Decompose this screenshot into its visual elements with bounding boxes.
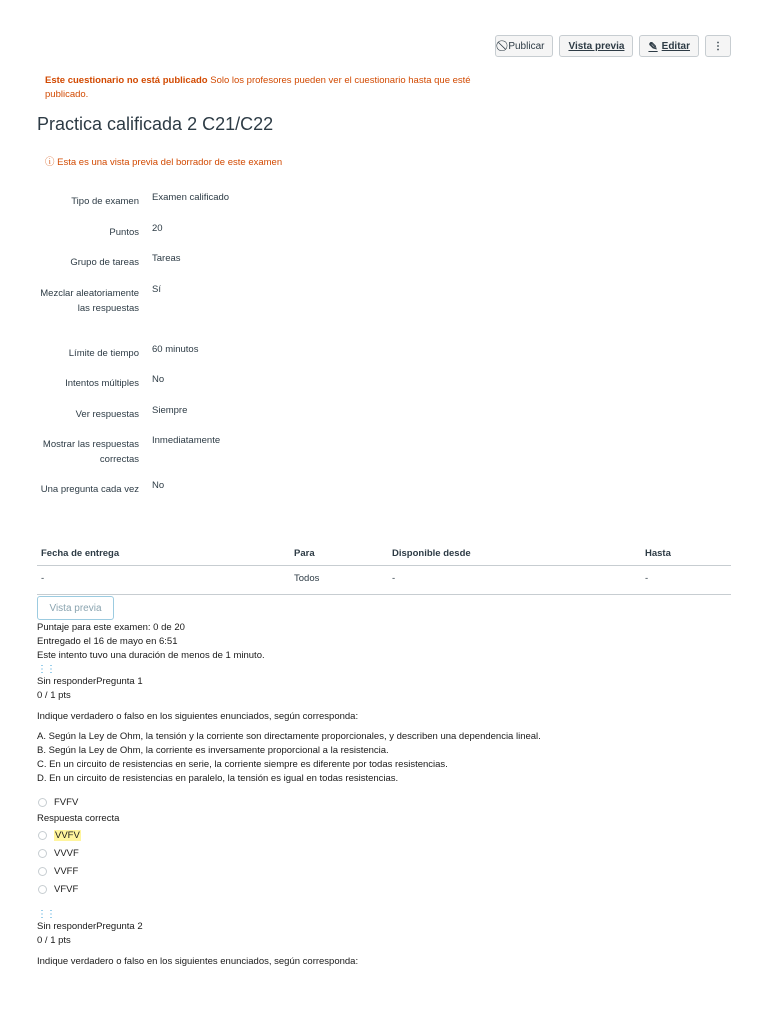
detail-label: Límite de tiempo	[68, 348, 139, 359]
drag-handle-icon[interactable]: ⋮⋮	[37, 909, 55, 920]
drag-handle-icon[interactable]: ⋮⋮	[37, 664, 55, 675]
submitted-text: Entregado el 16 de mayo en 6:51	[37, 636, 178, 647]
radio-icon	[38, 798, 47, 807]
col-for: Para	[290, 543, 388, 566]
quiz-details	[37, 194, 457, 516]
detail-row	[37, 482, 457, 516]
more-options-button[interactable]	[705, 35, 731, 57]
detail-row	[37, 194, 457, 225]
warning-icon: ⓘ	[45, 157, 55, 168]
pencil-icon: ✎	[648, 40, 658, 53]
unpublished-bold: Este cuestionario no está publicado	[45, 75, 208, 86]
detail-value: Inmediatamente	[152, 435, 221, 446]
detail-value: 20	[152, 223, 163, 234]
detail-label: Una pregunta cada vez	[40, 484, 139, 495]
publish-label: Publicar	[508, 40, 545, 52]
detail-value: 60 minutos	[152, 344, 199, 355]
radio-icon	[38, 867, 47, 876]
detail-row	[37, 255, 457, 286]
due-dates-table	[37, 543, 731, 595]
cell-for: Todos	[290, 566, 388, 595]
statement: A. Según la Ley de Ohm, la tensión y la corriente son directamente proporcionales, y describen una dependencia lineal.	[37, 731, 541, 742]
edit-label: Editar	[661, 40, 690, 52]
detail-row	[37, 346, 457, 376]
preview-label: Vista previa	[568, 40, 625, 52]
col-until: Hasta	[641, 543, 731, 566]
page-title: Practica calificada 2 C21/C22	[37, 114, 274, 134]
detail-label: Tipo de examen	[71, 196, 139, 207]
col-available-from: Disponible desde	[388, 543, 641, 566]
detail-value: Sí	[152, 284, 161, 295]
draft-text: Esta es una vista previa del borrador de este examen	[57, 157, 283, 168]
detail-label: Grupo de tareas	[70, 257, 139, 268]
detail-label: Puntos	[109, 227, 139, 238]
answer-option[interactable]	[37, 880, 541, 898]
correct-answer-label: Respuesta correcta	[37, 813, 120, 824]
detail-value: No	[152, 480, 165, 491]
detail-value: Examen calificado	[152, 192, 230, 203]
draft-notice	[45, 154, 282, 168]
detail-label: Mostrar las respuestas correctas	[42, 439, 139, 465]
question-prompt: Indique verdadero o falso en los siguientes enunciados, según corresponda:	[37, 956, 359, 967]
attempt-summary	[37, 621, 265, 663]
preview-button[interactable]	[559, 35, 633, 57]
answer-text: VVFF	[54, 865, 79, 877]
radio-icon	[38, 831, 47, 840]
col-due-date: Fecha de entrega	[37, 543, 290, 566]
unpublished-notice	[45, 74, 495, 102]
detail-value: No	[152, 374, 165, 385]
answer-option[interactable]	[37, 793, 541, 811]
statement: C. En un circuito de resistencias en serie, la corriente siempre es diferente por todas resistencias.	[37, 759, 448, 770]
answer-text: VFVF	[54, 883, 79, 895]
question-1	[37, 665, 541, 898]
answer-text: VVVF	[54, 847, 79, 859]
question-prompt: Indique verdadero o falso en los siguientes enunciados, según corresponda:	[37, 711, 359, 722]
question-points: 0 / 1 pts	[37, 935, 71, 946]
detail-label: Mezclar aleatoriamente las respuestas	[40, 288, 139, 314]
answer-text: FVFV	[54, 796, 79, 808]
answer-option-correct[interactable]	[37, 826, 541, 844]
score-text: Puntaje para este examen: 0 de 20	[37, 622, 185, 633]
question-statements	[37, 730, 541, 786]
answer-option[interactable]	[37, 844, 541, 862]
question-points: 0 / 1 pts	[37, 690, 71, 701]
detail-label: Intentos múltiples	[65, 378, 139, 389]
duration-text: Este intento tuvo una duración de menos de 1 minuto.	[37, 650, 265, 661]
statement: D. En un circuito de resistencias en paralelo, la tensión es igual en todas resistencias.	[37, 773, 399, 784]
detail-row	[37, 407, 457, 437]
answer-option[interactable]	[37, 862, 541, 880]
unpublished-text: Solo los profesores pueden ver el cuestionario hasta que esté publicado.	[45, 75, 471, 100]
preview-quiz-button[interactable]: Vista previa	[37, 596, 114, 620]
question-header: Sin responderPregunta 1	[37, 676, 143, 687]
statement: B. Según la Ley de Ohm, la corriente es inversamente proporcional a la resistencia.	[37, 745, 389, 756]
table-header-row	[37, 543, 731, 566]
cell-until: -	[641, 566, 731, 595]
detail-value: Tareas	[152, 253, 181, 264]
radio-icon	[38, 885, 47, 894]
publish-button[interactable]	[495, 35, 553, 57]
detail-row	[37, 286, 457, 346]
detail-row	[37, 225, 457, 255]
answer-text: VVFV	[55, 829, 80, 841]
table-row	[37, 566, 731, 595]
radio-icon	[38, 849, 47, 858]
question-2	[37, 910, 358, 969]
detail-label: Ver respuestas	[75, 409, 139, 420]
cell-due-date: -	[37, 566, 290, 595]
kebab-icon: ⋮	[713, 40, 723, 52]
detail-row	[37, 437, 457, 482]
toolbar	[495, 35, 731, 57]
cell-available-from: -	[388, 566, 641, 595]
detail-row	[37, 376, 457, 407]
edit-button[interactable]	[639, 35, 699, 57]
question-header: Sin responderPregunta 2	[37, 921, 143, 932]
detail-value: Siempre	[152, 405, 188, 416]
